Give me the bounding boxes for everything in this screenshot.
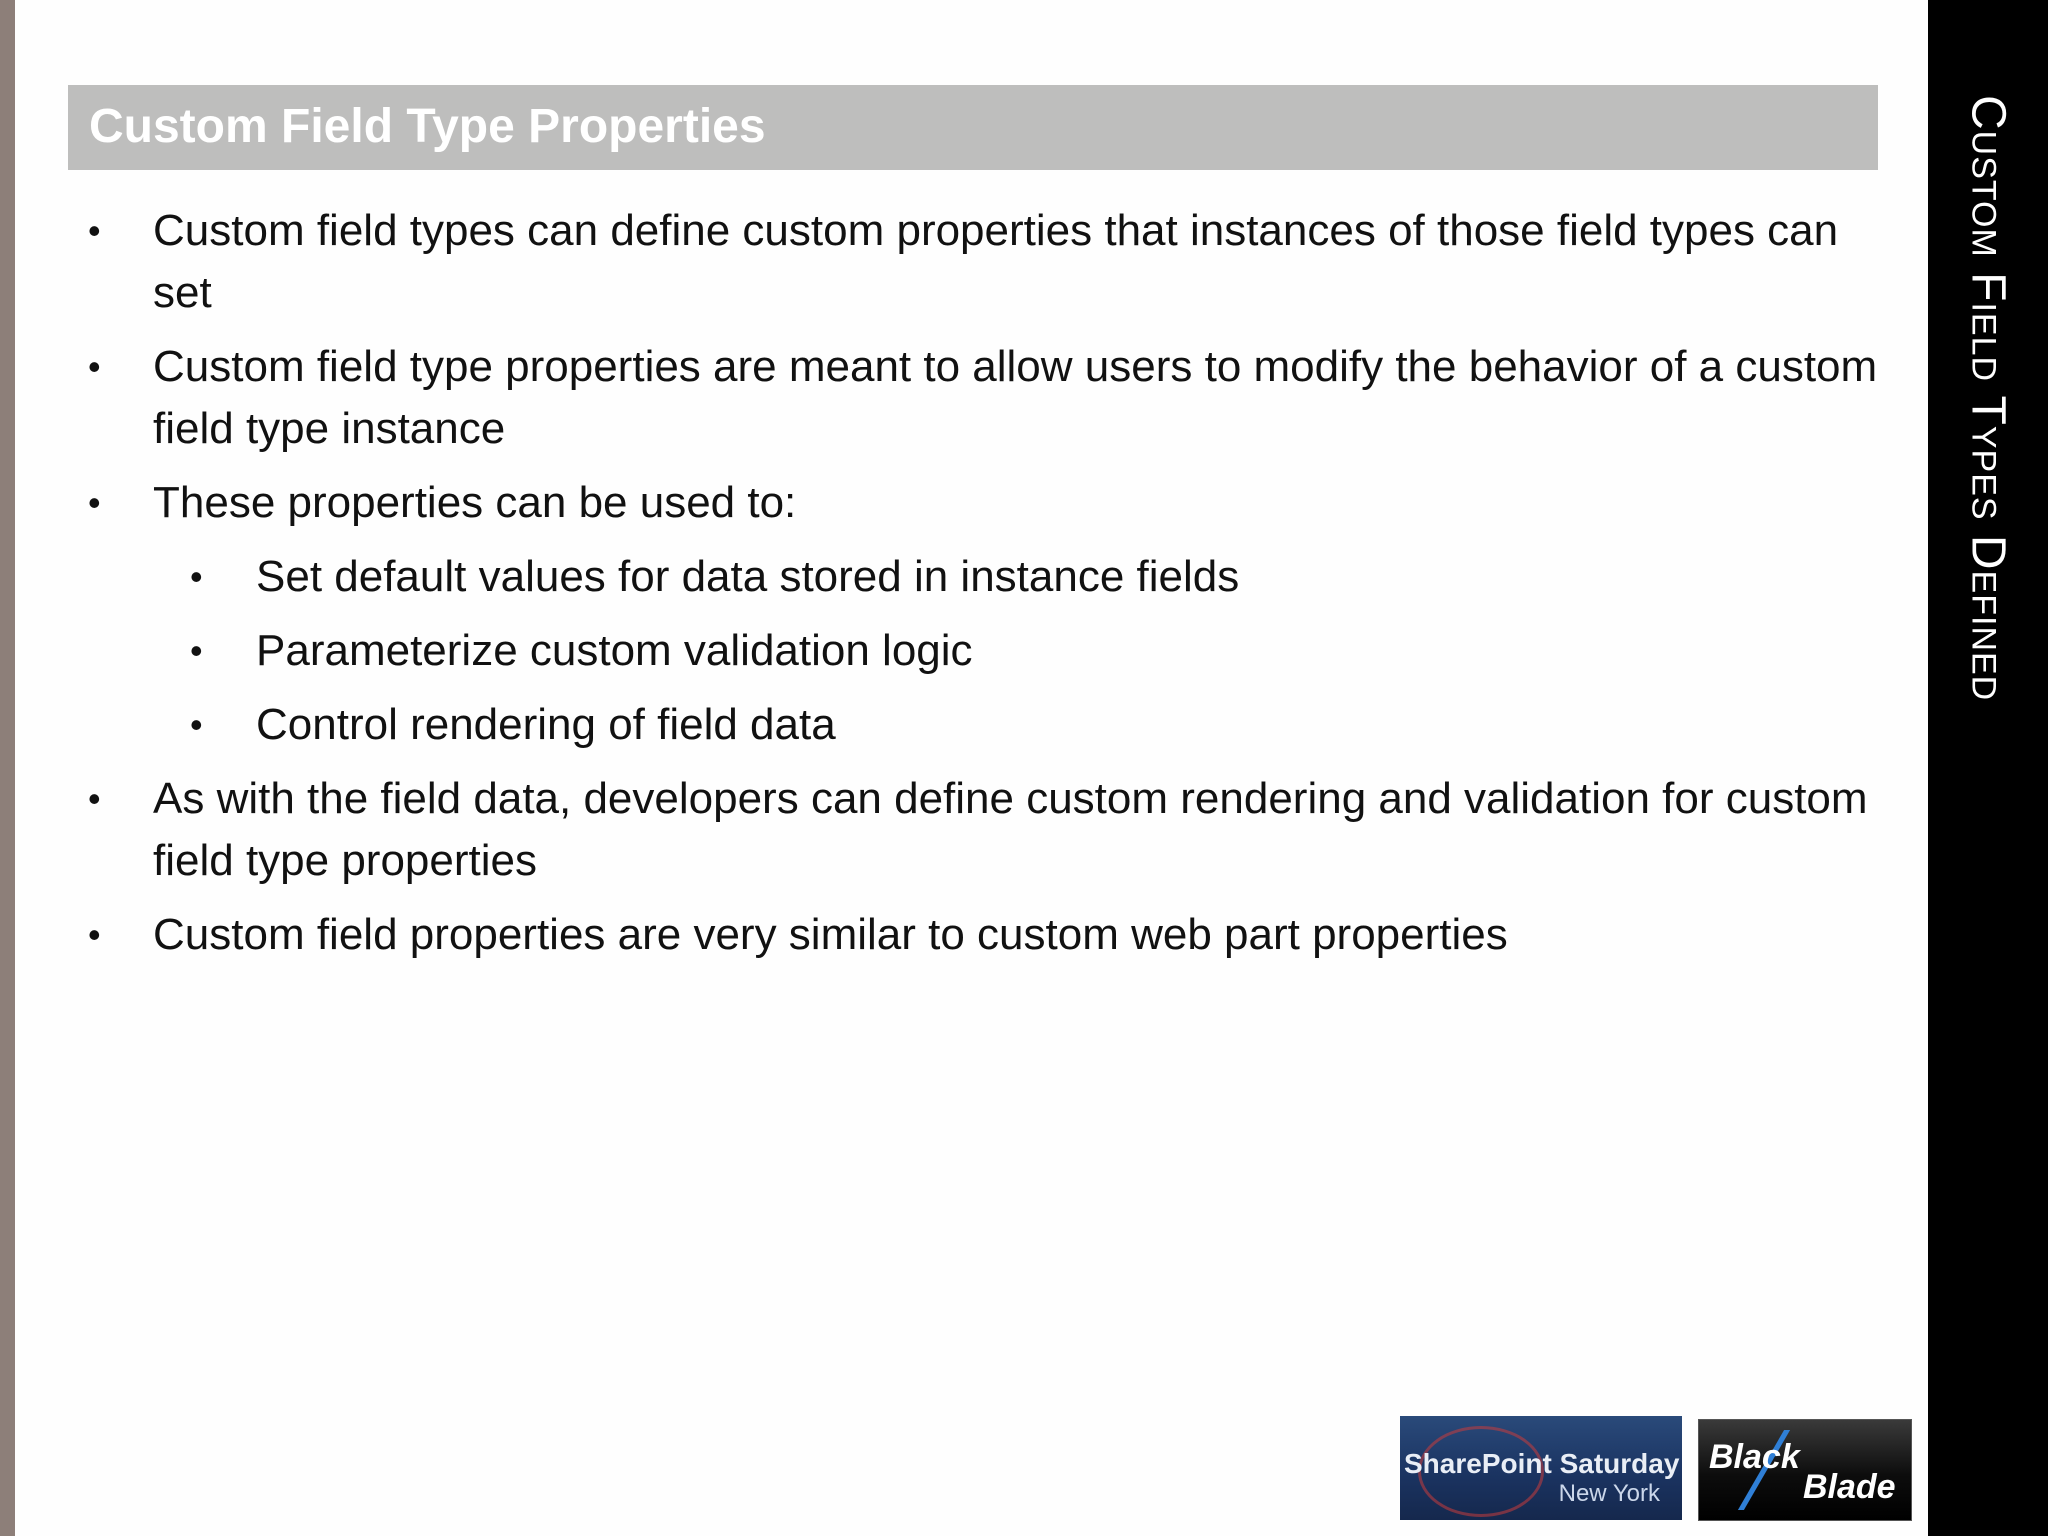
bullet-item [80, 904, 1880, 966]
bullet-item [80, 336, 1880, 460]
bullet-text: Parameterize custom validation logic [256, 626, 973, 675]
bullet-icon: • [88, 914, 101, 955]
bullet-text: These properties can be used to: [153, 478, 797, 527]
black-blade-logo [1698, 1419, 1912, 1521]
bullet-item [80, 768, 1880, 892]
sub-bullet-item [80, 694, 1880, 756]
bullet-text: Custom field properties are very similar to custom web part properties [153, 910, 1508, 959]
bullet-text: Control rendering of field data [256, 700, 836, 749]
logo-text-line1: SharePoint Saturday [1404, 1448, 1680, 1479]
bullet-list [80, 200, 1880, 978]
bullet-icon: • [88, 778, 101, 819]
slide-title: Custom Field Type Properties [89, 100, 766, 153]
bullet-item [80, 472, 1880, 534]
bullet-text: As with the field data, developers can define custom rendering and validation for custom field type properties [153, 774, 1868, 885]
left-accent-bar [0, 0, 15, 1536]
bullet-icon: • [88, 346, 101, 387]
bullet-item [80, 200, 1880, 324]
logo-word1: Black [1709, 1438, 1800, 1476]
logo-word2: Blade [1803, 1468, 1896, 1506]
bullet-icon: • [190, 704, 203, 745]
bullet-icon: • [88, 210, 101, 251]
sub-bullet-item [80, 546, 1880, 608]
bullet-icon: • [190, 630, 203, 671]
bullet-text: Set default values for data stored in instance fields [256, 552, 1240, 601]
bullet-icon: • [88, 482, 101, 523]
bullet-text: Custom field types can define custom properties that instances of those field types can set [153, 206, 1839, 317]
side-title: Custom Field Types Defined [1961, 95, 2015, 702]
side-panel [1928, 0, 2048, 1536]
logo-text-line2: New York [1558, 1480, 1660, 1507]
sharepoint-saturday-logo [1400, 1416, 1682, 1520]
bullet-icon: • [190, 556, 203, 597]
sub-bullet-item [80, 620, 1880, 682]
bullet-text: Custom field type properties are meant to allow users to modify the behavior of a custom field type instance [153, 342, 1878, 453]
title-bar [68, 85, 1878, 170]
